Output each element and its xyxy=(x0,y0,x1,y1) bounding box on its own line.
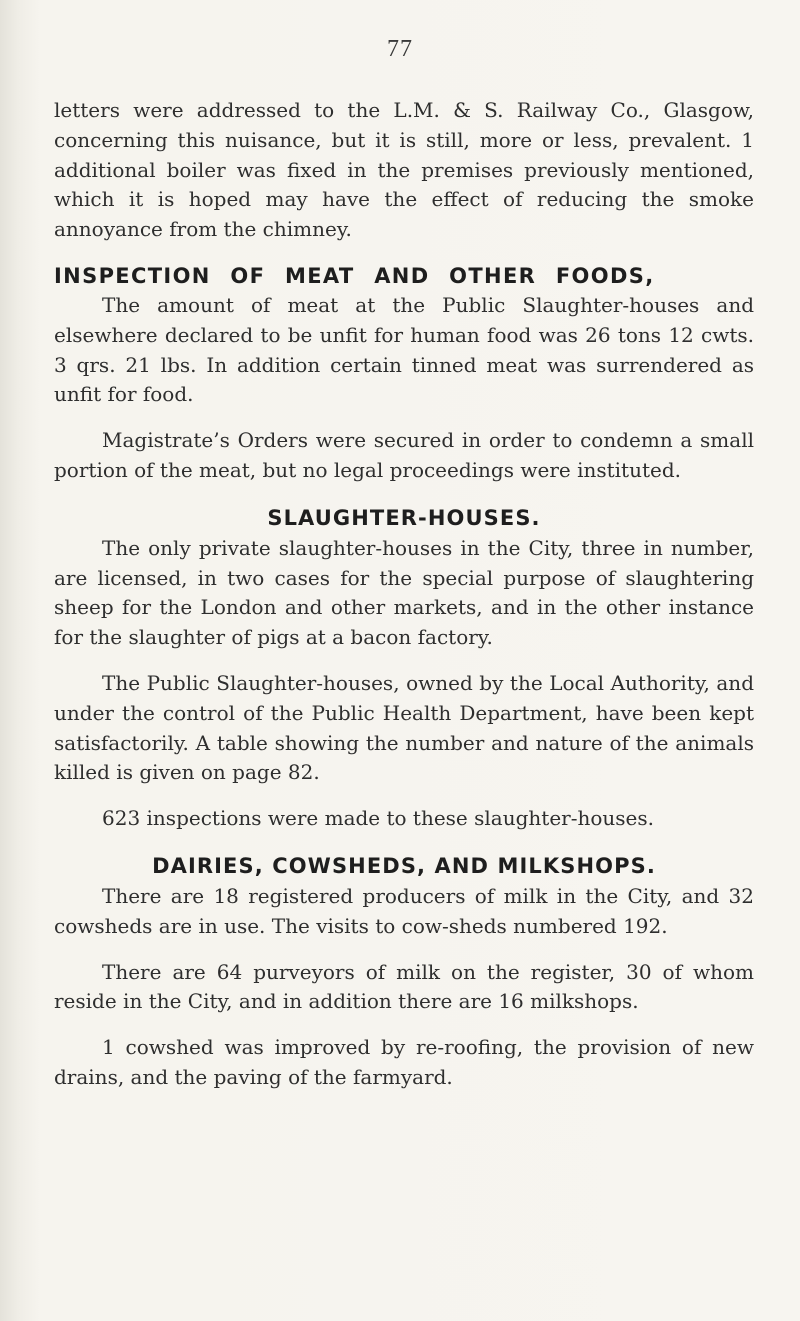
paragraph-purveyors: There are 64 purveyors of milk on the register, 30 of whom reside in the City, and in addition there are 16 milkshops. xyxy=(54,959,754,1014)
paragraph-magistrate-orders: Magistrate’s Orders were secured in order to condemn a small portion of the meat, but no legal proceedings were instituted. xyxy=(54,428,754,482)
paragraph-gap xyxy=(54,788,754,804)
paragraph-gap xyxy=(54,1017,754,1033)
paragraph-public-slaughter-houses: The Public Slaughter-houses, owned by the Local Authority, and under the control of the Public Health Department, have been kept satisfactorily. A table showing the number and nature of the animals killed is given on page 82. xyxy=(54,670,754,785)
paragraph-unfit-meat: The amount of meat at the Public Slaughter-houses and elsewhere declared to be unfit for human food was 26 tons 12 cwts. 3 qrs. 21 lbs. In addition certain tinned meat was surrendered as unfit for food. xyxy=(54,292,754,407)
page-number: 77 xyxy=(387,36,413,62)
heading-slaughter-houses: SLAUGHTER-HOUSES. xyxy=(267,505,541,530)
paragraph-gap xyxy=(54,942,754,958)
heading-inspection-of-meat: INSPECTION OF MEAT AND OTHER FOODS, xyxy=(54,263,655,288)
paragraph-inspections-count: 623 inspections were made to these slaughter-houses. xyxy=(102,806,654,831)
paragraph-gap xyxy=(54,410,754,426)
paragraph-smoke-nuisance: letters were addressed to the L.M. & S. Railway Co., Glasgow, concerning this nuisance, but it is still, more or less, prevalent. 1 additional boiler was fixed in the premises previously mentioned, which it is hoped may have the effect of reducing the smoke annoyance from the chimney. xyxy=(54,98,754,242)
paragraph-private-slaughter-houses: The only private slaughter-houses in the City, three in number, are licensed, in two cases for the special purpose of slaughtering sheep for the London and other markets, and in the other instance for the slaughter of pigs at a bacon factory. xyxy=(54,535,754,650)
paragraph-cowshed-improved: 1 cowshed was improved by re-roofing, the provision of new drains, and the paving of the farmyard. xyxy=(54,1035,754,1089)
paragraph-registered-producers: There are 18 registered producers of milk in the City, and 32 cowsheds are in use. The visits to cow-sheds numbered 192. xyxy=(54,883,754,938)
heading-dairies-cowsheds-milkshops: DAIRIES, COWSHEDS, AND MILKSHOPS. xyxy=(152,853,656,878)
page-body xyxy=(54,96,754,1093)
paragraph-gap xyxy=(54,653,754,669)
